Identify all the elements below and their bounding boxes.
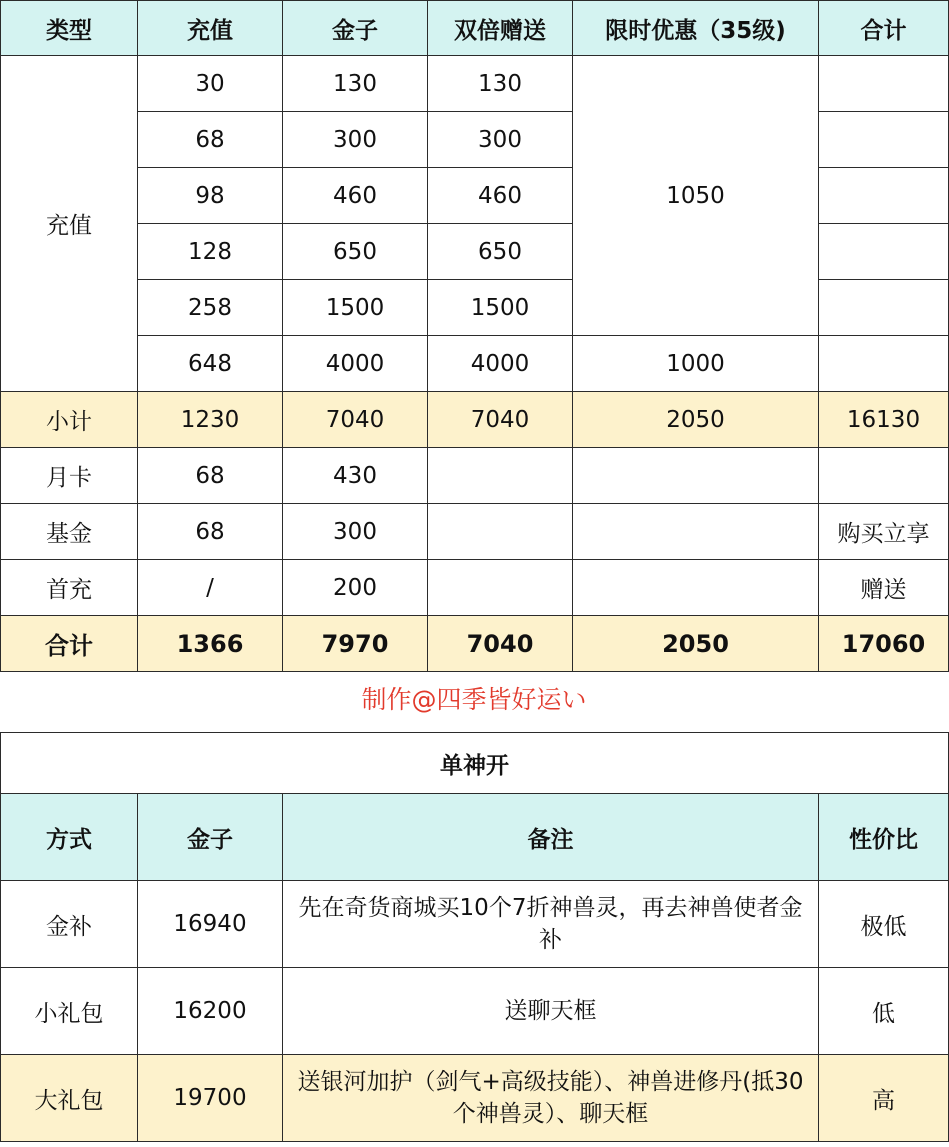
gold-cell: 1500 xyxy=(283,280,428,336)
recharge-cell: 258 xyxy=(138,280,283,336)
total-cell xyxy=(819,56,949,112)
gold-cell: 300 xyxy=(283,112,428,168)
recharge-cell: 68 xyxy=(138,448,283,504)
header-recharge: 充值 xyxy=(138,1,283,56)
recharge-cell: 68 xyxy=(138,504,283,560)
recharge-cell: 68 xyxy=(138,112,283,168)
header-double-bonus: 双倍赠送 xyxy=(428,1,573,56)
table-header-row xyxy=(1,794,949,881)
total-cell xyxy=(819,224,949,280)
table-row xyxy=(1,881,949,968)
double-cell xyxy=(428,504,573,560)
limited-offer-cell: 2050 xyxy=(573,616,819,672)
recharge-cell: 1230 xyxy=(138,392,283,448)
header-gold: 金子 xyxy=(138,794,283,881)
type-cell: 月卡 xyxy=(1,448,138,504)
type-cell: 小计 xyxy=(1,392,138,448)
recharge-cell: 648 xyxy=(138,336,283,392)
gold-cell: 19700 xyxy=(138,1055,283,1142)
double-cell: 7040 xyxy=(428,392,573,448)
recharge-cell: 128 xyxy=(138,224,283,280)
type-cell: 充值 xyxy=(1,56,138,392)
double-cell: 460 xyxy=(428,168,573,224)
table-row xyxy=(1,448,949,504)
recharge-cell: 1366 xyxy=(138,616,283,672)
gold-cell: 650 xyxy=(283,224,428,280)
gold-cell: 16200 xyxy=(138,968,283,1055)
header-gold: 金子 xyxy=(283,1,428,56)
note-cell: 送银河加护（剑气+高级技能）、神兽进修丹(抵30个神兽灵）、聊天框 xyxy=(283,1055,819,1142)
gold-cell: 4000 xyxy=(283,336,428,392)
recharge-cell: 98 xyxy=(138,168,283,224)
purchase-note-cell: 购买立享 xyxy=(819,504,949,560)
limited-offer-cell: 1000 xyxy=(573,336,819,392)
double-cell: 4000 xyxy=(428,336,573,392)
double-cell xyxy=(428,560,573,616)
total-cell xyxy=(819,448,949,504)
total-cell: 17060 xyxy=(819,616,949,672)
header-value: 性价比 xyxy=(819,794,949,881)
table-row xyxy=(1,1055,949,1142)
header-type: 类型 xyxy=(1,1,138,56)
grand-total-row xyxy=(1,616,949,672)
gold-cell: 16940 xyxy=(138,881,283,968)
limited-offer-cell xyxy=(573,504,819,560)
double-cell: 7040 xyxy=(428,616,573,672)
method-cell: 金补 xyxy=(1,881,138,968)
table-row xyxy=(1,560,949,616)
gold-cell: 130 xyxy=(283,56,428,112)
double-cell: 130 xyxy=(428,56,573,112)
value-cell: 高 xyxy=(819,1055,949,1142)
header-method: 方式 xyxy=(1,794,138,881)
limited-offer-cell: 1050 xyxy=(573,56,819,336)
double-cell: 650 xyxy=(428,224,573,280)
gift-note-cell: 赠送 xyxy=(819,560,949,616)
type-cell: 合计 xyxy=(1,616,138,672)
table-title: 单神开 xyxy=(1,733,949,794)
author-credit: 制作@四季皆好运い xyxy=(361,685,587,714)
method-cell: 大礼包 xyxy=(1,1055,138,1142)
gold-cell: 460 xyxy=(283,168,428,224)
single-beast-table xyxy=(0,732,949,1142)
total-cell xyxy=(819,336,949,392)
double-cell xyxy=(428,448,573,504)
table-row xyxy=(1,336,949,392)
limited-offer-cell xyxy=(573,560,819,616)
header-note: 备注 xyxy=(283,794,819,881)
recharge-cell: / xyxy=(138,560,283,616)
table-row xyxy=(1,56,949,112)
note-cell: 送聊天框 xyxy=(283,968,819,1055)
total-cell xyxy=(819,280,949,336)
gold-cell: 430 xyxy=(283,448,428,504)
header-total: 合计 xyxy=(819,1,949,56)
value-cell: 低 xyxy=(819,968,949,1055)
header-limited-offer: 限时优惠（35级) xyxy=(573,1,819,56)
gold-cell: 300 xyxy=(283,504,428,560)
type-cell: 基金 xyxy=(1,504,138,560)
gold-cell: 200 xyxy=(283,560,428,616)
limited-offer-cell: 2050 xyxy=(573,392,819,448)
double-cell: 300 xyxy=(428,112,573,168)
total-cell xyxy=(819,112,949,168)
table-title-row xyxy=(1,733,949,794)
total-cell xyxy=(819,168,949,224)
total-cell: 16130 xyxy=(819,392,949,448)
gold-cell: 7970 xyxy=(283,616,428,672)
table-row xyxy=(1,968,949,1055)
note-cell: 先在奇货商城买10个7折神兽灵，再去神兽使者金补 xyxy=(283,881,819,968)
method-cell: 小礼包 xyxy=(1,968,138,1055)
table-row xyxy=(1,504,949,560)
subtotal-row xyxy=(1,392,949,448)
type-cell: 首充 xyxy=(1,560,138,616)
double-cell: 1500 xyxy=(428,280,573,336)
recharge-cell: 30 xyxy=(138,56,283,112)
limited-offer-cell xyxy=(573,448,819,504)
gold-cell: 7040 xyxy=(283,392,428,448)
table-header-row xyxy=(1,1,949,56)
value-cell: 极低 xyxy=(819,881,949,968)
